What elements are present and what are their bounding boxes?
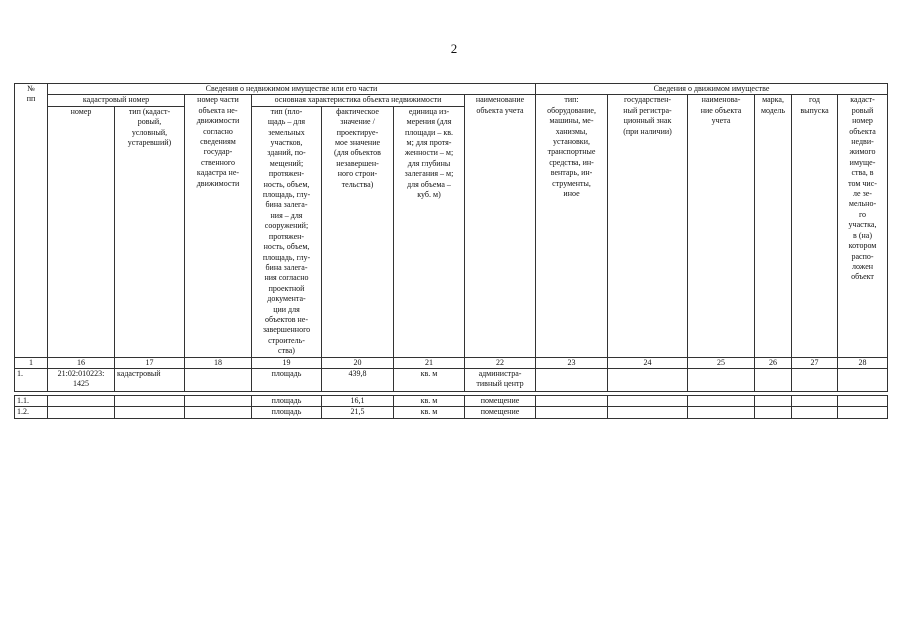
movable-reg-sign-cell: [608, 407, 688, 418]
header-row-groups: [15, 84, 888, 95]
column-number: 18: [185, 357, 252, 368]
object-name-cell: помещение: [465, 407, 536, 418]
unit-cell: кв. м: [394, 368, 465, 391]
header-cadastral-type: тип (кадаст- ровый, условный, устаревший): [115, 106, 185, 357]
object-name-cell: помещение: [465, 395, 536, 406]
row-number: 1.: [15, 368, 48, 391]
header-movable-land-cadastral: кадаст- ровый номер объекта недви- жимого имуще- ства, в том чис- ле зе- мельно- го участка, в (на) котором распо- ложен объект: [838, 95, 888, 357]
column-number: 17: [115, 357, 185, 368]
header-main-characteristic-group: основная характеристика объекта недвижимости: [252, 95, 465, 106]
column-number: 20: [322, 357, 394, 368]
movable-year-cell: [792, 368, 838, 391]
column-number: 26: [755, 357, 792, 368]
column-number: 25: [688, 357, 755, 368]
movable-name-cell: [688, 368, 755, 391]
movable-brand-cell: [755, 368, 792, 391]
cadastral-type-cell: кадастровый: [115, 368, 185, 391]
header-characteristic-value: фактическое значение / проектируе- мое значение (для объектов незавершен- ного строи- тельства): [322, 106, 394, 357]
header-characteristic-unit: единица из- мерения (для площади – кв. м; для протя- женности – м; для глубины залегания – м; для объема – куб. м): [394, 106, 465, 357]
page-number: 2: [450, 41, 458, 56]
characteristic-value-cell: 439,8: [322, 368, 394, 391]
row-number: 1.2.: [15, 407, 48, 418]
characteristic-value-cell: 21,5: [322, 407, 394, 418]
movable-year-cell: [792, 395, 838, 406]
column-number: 16: [48, 357, 115, 368]
header-cadastral-group: кадастровый номер: [48, 95, 185, 106]
header-row-number: [15, 84, 48, 358]
header-movable-reg-sign: государствен- ный регистра- ционный знак (при наличии): [608, 95, 688, 357]
movable-name-cell: [688, 395, 755, 406]
movable-brand-cell: [755, 395, 792, 406]
characteristic-type-cell: площадь: [252, 407, 322, 418]
column-number: 1: [15, 357, 48, 368]
object-name-cell: администра- тивный центр: [465, 368, 536, 391]
movable-land-cadastral-cell: [838, 407, 888, 418]
header-row-number-label: № пп: [26, 84, 36, 104]
part-number-cell: [185, 368, 252, 391]
property-register-table: [14, 83, 888, 419]
cadastral-number-cell: [48, 395, 115, 406]
column-number: 22: [465, 357, 536, 368]
column-number: 24: [608, 357, 688, 368]
cadastral-type-cell: [115, 407, 185, 418]
table-row: [15, 407, 888, 418]
movable-type-cell: [536, 395, 608, 406]
header-row-subgroups: [15, 95, 888, 106]
movable-reg-sign-cell: [608, 368, 688, 391]
header-characteristic-type: тип (пло- щадь – для земельных участков, зданий, по- мещений; протяжен- ность, объем, площадь, глу- бина залега- ния – для сооружений; протяжен- ность, объем, площадь, глу- бина залега- ния согласно проектной документа- ции для объектов не- завершенного строитель- ства): [252, 106, 322, 357]
movable-type-cell: [536, 407, 608, 418]
header-real-estate-group: Сведения о недвижимом имуществе или его части: [48, 84, 536, 95]
header-movable-name: наименова- ние объекта учета: [688, 95, 755, 357]
part-number-cell: [185, 407, 252, 418]
cadastral-number-cell: 21:02:010223: 1425: [48, 368, 115, 391]
row-number: 1.1.: [15, 395, 48, 406]
movable-land-cadastral-cell: [838, 368, 888, 391]
cadastral-number-cell: [48, 407, 115, 418]
column-number: 27: [792, 357, 838, 368]
header-movable-type: тип: оборудование, машины, ме- ханизмы, установки, транспортные средства, ин- вентарь, ин- струменты, иное: [536, 95, 608, 357]
column-number: 28: [838, 357, 888, 368]
header-movable-group: Сведения о движимом имуществе: [536, 84, 888, 95]
column-number: 21: [394, 357, 465, 368]
header-movable-brand: марка, модель: [755, 95, 792, 357]
header-object-name: наименование объекта учета: [465, 95, 536, 357]
column-numbers-row: [15, 357, 888, 368]
unit-cell: кв. м: [394, 395, 465, 406]
movable-land-cadastral-cell: [838, 395, 888, 406]
header-cadastral-number: номер: [48, 106, 115, 357]
header-movable-year: год выпуска: [792, 95, 838, 357]
part-number-cell: [185, 395, 252, 406]
movable-type-cell: [536, 368, 608, 391]
movable-brand-cell: [755, 407, 792, 418]
characteristic-type-cell: площадь: [252, 395, 322, 406]
header-part-number: номер части объекта не- движимости согласно сведениям государ- ственного кадастра не- движимости: [185, 95, 252, 357]
column-number: 19: [252, 357, 322, 368]
unit-cell: кв. м: [394, 407, 465, 418]
movable-reg-sign-cell: [608, 395, 688, 406]
table-row: [15, 395, 888, 406]
column-number: 23: [536, 357, 608, 368]
table-row: [15, 368, 888, 391]
characteristic-type-cell: площадь: [252, 368, 322, 391]
movable-name-cell: [688, 407, 755, 418]
cadastral-type-cell: [115, 395, 185, 406]
movable-year-cell: [792, 407, 838, 418]
characteristic-value-cell: 16,1: [322, 395, 394, 406]
